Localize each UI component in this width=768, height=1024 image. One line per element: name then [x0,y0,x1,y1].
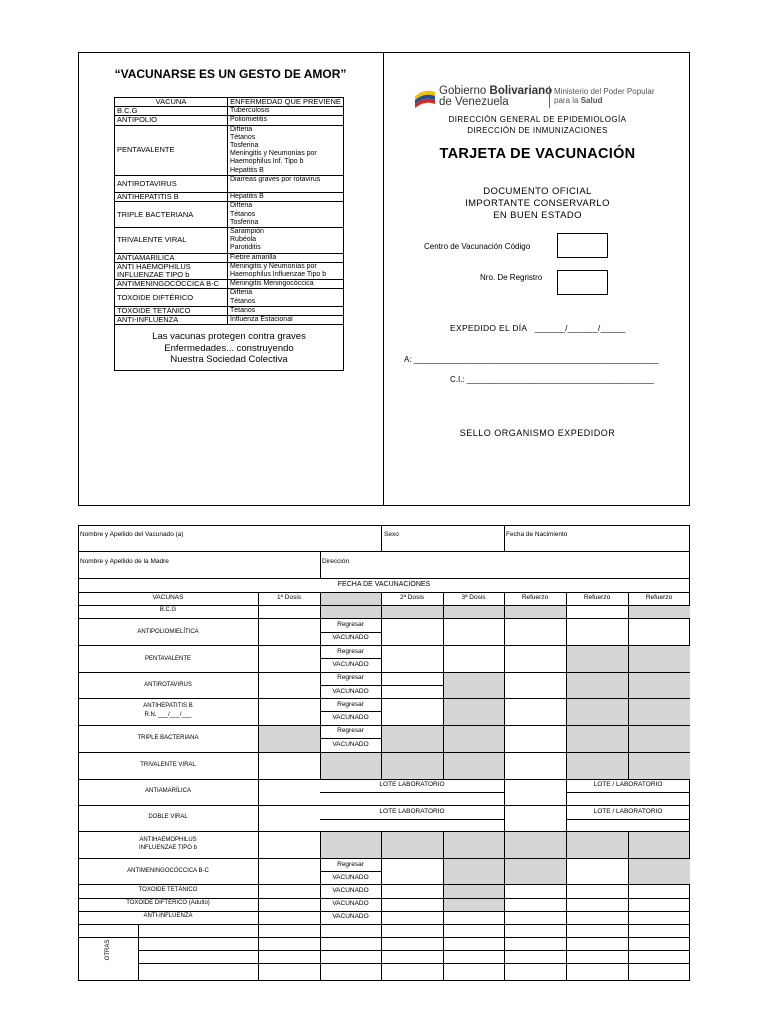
vaccine-disease-table [114,97,344,371]
grid-line-v [381,831,382,980]
grid-line-h [78,645,690,646]
grid-line-h [320,658,381,659]
grid-line-v [258,592,259,779]
vaccine-diseases [228,253,344,262]
row-trivalente-viral: TRIVALENTE VIRAL [140,762,196,768]
grid-line-h [78,752,690,753]
triple-vacunado: VACUNADO [332,741,369,748]
vaccine-name: ANTIHEPATITIS B [115,193,228,202]
row-triple-bacteriana: TRIPLE BACTERIANA [137,735,199,741]
doble-lote-slash: LOTE / LABORATORIO [593,808,663,815]
grid-line-h [320,711,381,712]
disease-line: Meningitis y Neumonías por [230,150,317,158]
grid-line-v [628,831,629,980]
antipolio-vacunado: VACUNADO [332,634,369,641]
logo-line2: de Venezuela [439,96,509,108]
disease-line: Tétanos [230,210,256,218]
grid-line-h [566,792,690,793]
direccion-general: DIRECCIÓN GENERAL DE EPIDEMIOLOGÍA [448,115,627,124]
row-antihaemophilus-1: ANTIHAEMOPHILUS [139,837,197,843]
logo-ministry2-a: para la [554,96,581,105]
grid-line-h [320,871,381,872]
grid-line-h [78,672,690,673]
vaccine-diseases [228,193,344,202]
disease-line: Tosferina [230,218,259,226]
hepb-regresar: Regresar [337,701,364,708]
vaccine-row [115,253,344,262]
vaccine-name: TRIPLE BACTERIANA [115,202,228,228]
motto-line: Nuestra Sociedad Colectiva [170,354,288,366]
grid-line-h [78,551,690,552]
vaccine-name: PENTAVALENTE [115,125,228,175]
grid-line-v [443,592,444,779]
penta-vacunado: VACUNADO [332,661,369,668]
grid-line-h [78,831,690,832]
vaccine-diseases [228,280,344,289]
grid-line-h [78,911,690,912]
grid-line-v [258,779,259,831]
disease-line: Tétanos [230,306,256,314]
nombre-madre-label: Nombre y Apellido de la Madre [80,558,169,565]
doc-line: IMPORTANTE CONSERVARLO [465,198,610,209]
grid-line-v [504,592,505,779]
amarilica-lote-slash: LOTE / LABORATORIO [593,781,663,788]
shaded-cell [320,752,381,779]
row-toxoide-difterico: TOXOIDE DIFTÉRICO (Adulto) [126,900,210,906]
grid-line-h [78,805,690,806]
direccion-label: Dirección [322,558,350,565]
vaccine-name: ANTIROTAVIRUS [115,175,228,192]
centro-code-field[interactable] [557,233,608,258]
vaccine-diseases [228,125,344,175]
grid-line-h [78,898,690,899]
row-anti-influenza: ANTI-INFLUENZA [143,913,193,919]
vaccine-name: ANTI-INFLUENZA [115,316,228,325]
vaccine-name: TOXOIDE TETÁNICO [115,306,228,315]
vaccine-row [115,316,344,325]
motto-line: Enfermedades... construyendo [164,342,294,354]
sexo-label: Sexo [384,531,399,538]
grid-line-h [320,792,504,793]
disease-line: Tétanos [230,297,256,305]
disease-line: Hepatitis B [230,193,264,201]
logo-ministry1: Ministerio del Poder Popular [554,87,655,96]
vaccine-diseases [228,306,344,315]
disease-line: Difteria [230,125,253,133]
grid-line-h [78,884,690,885]
disease-line: Parotiditis [230,244,261,252]
disease-line: Haemophilus Influenzae Tipo b [230,271,327,279]
shaded-cell [504,831,689,858]
government-logo [413,84,673,112]
nombre-vacunado-label: Nombre y Apellido del Vacunado (a) [80,531,184,538]
doc-line: DOCUMENTO OFICIAL [483,186,592,197]
shaded-cell [504,858,566,885]
row-antihaemophilus-2: INFLUENZAE TIPO b [139,845,197,851]
card-title: TARJETA DE VACUNACIÓN [439,146,636,162]
row-otras: OTRAS [105,939,111,961]
vaccine-row [115,280,344,289]
ci-line: C.I.: __________________________________________ [450,375,654,384]
row-antirotavirus: ANTIROTAVIRUS [144,682,192,688]
grid-line-v [504,831,505,980]
card-fold-divider [383,52,384,506]
grid-line-v [443,831,444,980]
grid-line-h [78,779,690,780]
doble-lote: LOTE LABORATORIO [379,808,445,815]
vaccine-row [115,262,344,279]
disease-line: Tuberculosis [230,107,270,115]
header-enfermedad: ENFERMEDAD QUE PREVIENE [228,98,344,107]
mening-regresar: Regresar [337,861,364,868]
vaccine-name: ANTIPOLIO [115,116,228,125]
row-toxoide-tetanico: TOXOIDE TETÁNICO [138,887,198,893]
disease-line: Poliomielitis [230,116,267,124]
table-header-row [115,98,344,107]
col-dosis-3: 3ª Dosis [461,594,486,601]
grid-line-h [78,725,690,726]
antipolio-regresar: Regresar [337,621,364,628]
vaccine-row [115,125,344,175]
doc-line: EN BUEN ESTADO [493,210,582,221]
vaccine-row [115,175,344,192]
difterico-vacunado: VACUNADO [332,900,369,907]
grid-line-h [78,578,690,579]
card-slogan: “VACUNARSE ES UN GESTO DE AMOR” [114,67,347,81]
shaded-cell [258,725,320,752]
registro-field[interactable] [557,270,608,295]
col-refuerzo-3: Refuerzo [645,594,673,601]
header-vacuna: VACUNA [115,98,228,107]
vaccine-row [115,193,344,202]
grid-line-h [78,858,690,859]
row-antiamarilica: ANTIAMARÍLICA [144,788,191,794]
fecha-nacimiento-label: Fecha de Nacimiento [506,531,568,538]
col-vacunas: VACUNAS [152,594,184,601]
disease-line: Fiebre amarilla [230,253,277,261]
centro-label: Centro de Vacunación Código [424,242,531,251]
col-dosis-1: 1ª Dosis [276,594,302,601]
vaccine-name: B.C.G [115,107,228,116]
grid-line-h [138,963,690,964]
row-pentavalente: PENTAVALENTE [144,656,191,662]
row-antipolio: ANTIPOLIOMIELÍTICA [137,629,199,635]
shaded-cell [381,605,566,618]
grid-line-h [320,819,504,820]
sello-label: SELLO ORGANISMO EXPEDIDOR [459,428,616,438]
logo-line1-a: Gobierno [439,85,490,97]
row-bcg: B.C.G [159,607,177,613]
disease-line: Meningitis y Neumonías por [230,262,317,270]
vaccine-row [115,116,344,125]
grid-line-h [320,632,381,633]
motto-line: Las vacunas protegen contra graves [152,331,306,343]
vaccine-diseases [228,202,344,228]
grid-line-h [78,698,690,699]
motto-row [115,325,344,371]
flag-swoosh-icon [413,86,437,110]
disease-line: Meningitis Meningocóccica [230,280,314,288]
grid-line-v [138,924,139,980]
grid-line-h [78,618,690,619]
disease-line: Hepatitis B [230,166,264,174]
grid-line-h [78,592,690,593]
vaccine-diseases [228,228,344,254]
disease-line: Influenza Estacional [230,316,293,324]
col-refuerzo-1: Refuerzo [521,594,549,601]
grid-line-v [628,592,629,779]
disease-line: Tétanos [230,133,256,141]
influenza-vacunado: VACUNADO [332,913,369,920]
vaccine-diseases [228,262,344,279]
vaccine-name: ANTIAMARÍLICA [115,253,228,262]
grid-line-h [320,738,381,739]
grid-line-v [258,831,259,980]
disease-line: Difteria [230,202,253,210]
vaccine-row [115,202,344,228]
a-line: A: _______________________________________________________ [404,355,659,364]
col-refuerzo-2: Refuerzo [583,594,611,601]
mening-vacunado: VACUNADO [332,874,369,881]
vaccine-row [115,289,344,306]
grid-line-h [78,924,690,925]
grid-line-v [381,525,382,551]
vaccine-diseases [228,175,344,192]
vaccine-diseases [228,289,344,306]
vaccine-name: TRIVALENTE VIRAL [115,228,228,254]
shaded-cell [320,831,381,858]
expedido-line: EXPEDIDO EL DÍA ______/______/_____ [450,323,626,333]
shaded-cell [628,858,690,885]
vaccine-diseases [228,316,344,325]
row-antimeningococcica: ANTIMENINGOCÓCCICA B-C [127,868,209,874]
logo-line1-b: Bolivariano [489,85,553,97]
disease-line: Sarampión [230,228,264,236]
grid-line-h [138,950,690,951]
grid-line-h [566,819,690,820]
grid-line-v [566,592,567,779]
grid-line-v [566,831,567,980]
rota-vacunado: VACUNADO [332,688,369,695]
rota-regresar: Regresar [337,674,364,681]
grid-line-h [78,937,690,938]
disease-line [230,184,341,192]
disease-line: Haemophilus Inf. Tipo b [230,158,304,166]
grid-line-h [78,605,690,606]
disease-line: Diarreas graves por rotavirus [230,175,321,183]
direccion-inmunizaciones: DIRECCIÓN DE INMUNIZACIONES [467,126,608,135]
shaded-cell [628,605,690,618]
disease-line: Rubéola [230,236,257,244]
grid-line-v [504,779,505,831]
vaccine-name: ANTI HAEMOPHILUS INFLUENZAE TIPO b [115,262,228,279]
fecha-vacunaciones-title: FECHA DE VACUNACIONES [337,581,431,588]
disease-line: Tosferina [230,142,259,150]
row-antihepatitis-b: ANTIHEPATITIS B [143,703,193,709]
vaccine-diseases [228,116,344,125]
grid-line-h [78,980,690,981]
amarilica-lote: LOTE LABORATORIO [379,781,445,788]
grid-line-v [320,551,321,578]
row-doble-viral: DOBLE VIRAL [148,814,188,820]
disease-line: Difteria [230,289,253,297]
vaccine-diseases [228,107,344,116]
triple-regresar: Regresar [337,727,364,734]
logo-separator [549,86,550,108]
tetanico-vacunado: VACUNADO [332,887,369,894]
vaccine-row [115,228,344,254]
vaccine-name: TOXOIDE DIFTÉRICO [115,289,228,306]
penta-regresar: Regresar [337,648,364,655]
row-antihepatitis-rn: R.N. ___/___/___ [144,712,192,718]
logo-ministry2-b: Salud [580,96,603,105]
grid-line-v [381,592,382,779]
registro-label: Nro. De Regristro [480,273,543,282]
col-dosis-2: 2ª Dosis [399,594,425,601]
vaccine-name: ANTIMENINGOCÓCCICA B-C [115,280,228,289]
grid-line-v [504,525,505,551]
hepb-vacunado: VACUNADO [332,714,369,721]
